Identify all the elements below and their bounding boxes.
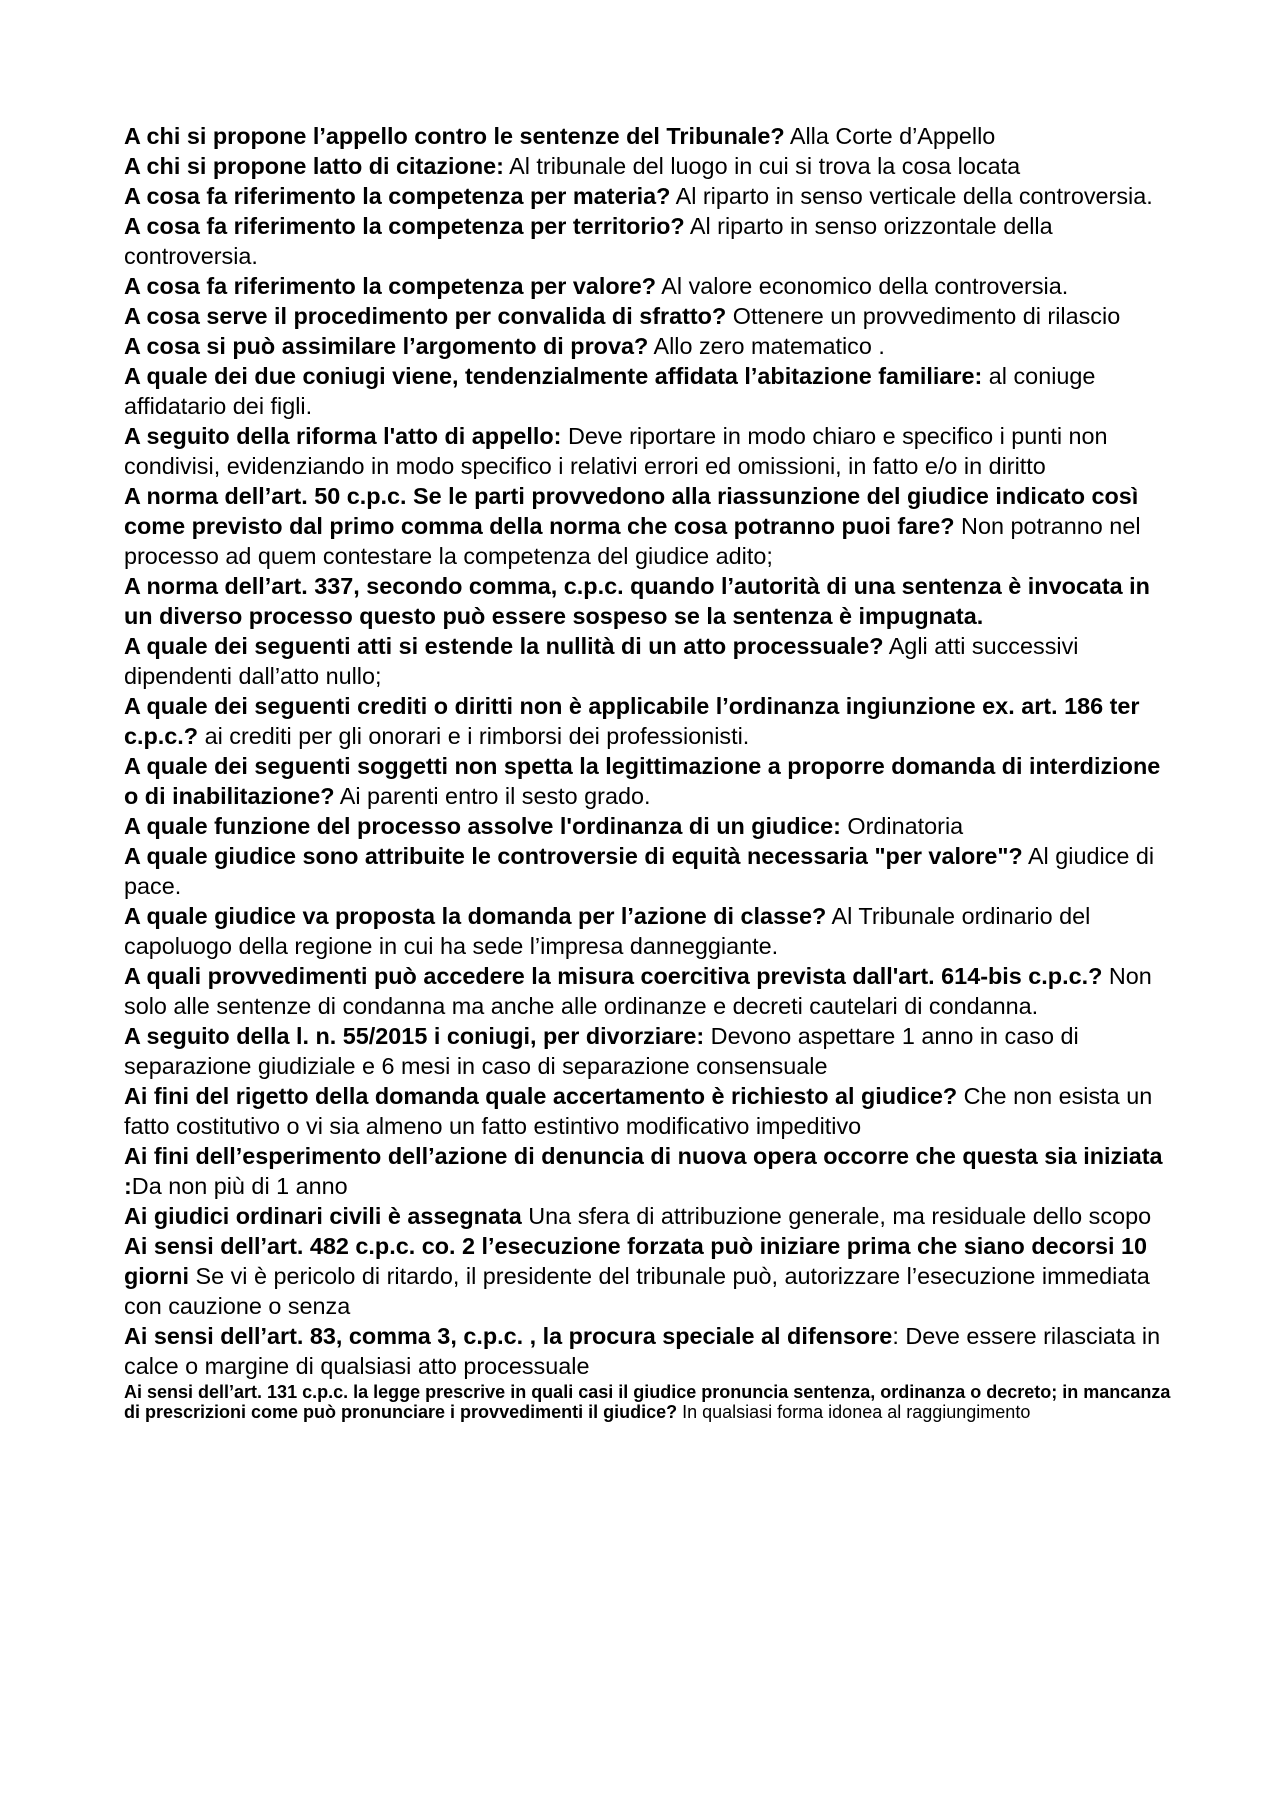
qa-entry-9 <box>124 421 1180 481</box>
answer: Non solo alle sentenze di condanna ma anche alle ordinanze e decreti cautelari di condanna. <box>124 963 1152 1019</box>
qa-entry-15 <box>124 811 1180 841</box>
question: A quali provvedimenti può accedere la misura coercitiva prevista dall'art. 614-bis c.p.c.? <box>124 963 1103 989</box>
answer: Allo zero matematico . <box>648 333 885 359</box>
answer: Ai parenti entro il sesto grado. <box>334 783 651 809</box>
qa-entry-21 <box>124 1141 1180 1201</box>
answer: : Deve essere rilasciata in calce o margine di qualsiasi atto processuale <box>124 1323 1161 1379</box>
answer: In qualsiasi forma idonea al raggiungimento <box>677 1402 1031 1422</box>
qa-entry-8 <box>124 361 1180 421</box>
answer: Se vi è pericolo di ritardo, il presidente del tribunale può, autorizzare l’esecuzione immediata con cauzione o senza <box>124 1263 1150 1319</box>
answer: Da non più di 1 anno <box>131 1173 348 1199</box>
question: Ai fini del rigetto della domanda quale accertamento è richiesto al giudice? <box>124 1083 958 1109</box>
qa-entry-13 <box>124 691 1180 751</box>
question: A cosa fa riferimento la competenza per materia? <box>124 183 671 209</box>
question: A seguito della riforma l'atto di appello: <box>124 423 562 449</box>
answer: Non potranno nel processo ad quem contestare la competenza del giudice adito; <box>124 513 1141 569</box>
question: A cosa si può assimilare l’argomento di prova? <box>124 333 649 359</box>
answer: Al giudice di pace. <box>124 843 1155 899</box>
question: Ai sensi dell’art. 131 c.p.c. la legge prescrive in quali casi il giudice pronuncia sentenza, ordinanza o decreto; in mancanza di prescrizioni come può pronunciare i provvedimenti il giudice? <box>124 1382 1171 1422</box>
answer: Al valore economico della controversia. <box>656 273 1069 299</box>
question: A cosa fa riferimento la competenza per valore? <box>124 273 657 299</box>
answer: Che non esista un fatto costitutivo o vi sia almeno un fatto estintivo modificativo impeditivo <box>124 1083 1153 1139</box>
qa-entry-16 <box>124 841 1180 901</box>
question: Ai fini dell’esperimento dell’azione di denuncia di nuova opera occorre che questa sia iniziata : <box>124 1143 1163 1199</box>
answer: Ordinatoria <box>840 813 964 839</box>
question: A quale dei seguenti crediti o diritti non è applicabile l’ordinanza ingiunzione ex. art. 186 ter c.p.c.? <box>124 693 1140 749</box>
qa-entry-12 <box>124 631 1180 691</box>
answer: Ottenere un provvedimento di rilascio <box>726 303 1121 329</box>
qa-entry-6 <box>124 301 1180 331</box>
qa-entry-4 <box>124 211 1180 271</box>
question: A chi si propone latto di citazione: <box>124 153 504 179</box>
qa-entry-1 <box>124 121 1180 151</box>
question: A quale dei seguenti atti si estende la nullità di un atto processuale? <box>124 633 884 659</box>
question: A cosa serve il procedimento per convalida di sfratto? <box>124 303 727 329</box>
qa-entry-17 <box>124 901 1180 961</box>
qa-entry-19 <box>124 1021 1180 1081</box>
answer: Devono aspettare 1 anno in caso di separazione giudiziale e 6 mesi in caso di separazione consensuale <box>124 1023 1079 1079</box>
question: A quale dei seguenti soggetti non spetta la legittimazione a proporre domanda di interdizione o di inabilitazione? <box>124 753 1161 809</box>
qa-entry-10 <box>124 481 1180 571</box>
qa-entry-22 <box>124 1201 1180 1231</box>
qa-entry-3 <box>124 181 1180 211</box>
answer: Una sfera di attribuzione generale, ma residuale dello scopo <box>521 1203 1152 1229</box>
question: A seguito della l. n. 55/2015 i coniugi, per divorziare: <box>124 1023 705 1049</box>
answer: Al riparto in senso orizzontale della controversia. <box>124 213 1053 269</box>
qa-entry-2 <box>124 151 1180 181</box>
question: Ai sensi dell’art. 482 c.p.c. co. 2 l’esecuzione forzata può iniziare prima che siano decorsi 10 giorni <box>124 1233 1148 1289</box>
question: A quale giudice va proposta la domanda per l’azione di classe? <box>124 903 827 929</box>
answer: al coniuge affidatario dei figli. <box>124 363 1096 419</box>
question: A quale funzione del processo assolve l'ordinanza di un giudice: <box>124 813 841 839</box>
answer: Al tribunale del luogo in cui si trova la cosa locata <box>503 153 1021 179</box>
qa-entry-18 <box>124 961 1180 1021</box>
qa-entry-14 <box>124 751 1180 811</box>
question: Ai giudici ordinari civili è assegnata <box>124 1203 522 1229</box>
qa-entry-5 <box>124 271 1180 301</box>
question: A cosa fa riferimento la competenza per territorio? <box>124 213 685 239</box>
qa-entry-11 <box>124 571 1180 631</box>
question: A chi si propone l’appello contro le sentenze del Tribunale? <box>124 123 785 149</box>
question: A norma dell’art. 337, secondo comma, c.p.c. quando l’autorità di una sentenza è invocata in un diverso processo questo può essere sospeso se la sentenza è impugnata. <box>124 573 1150 629</box>
answer: Alla Corte d’Appello <box>784 123 996 149</box>
qa-entry-23 <box>124 1231 1180 1321</box>
question: Ai sensi dell’art. 83, comma 3, c.p.c. , la procura speciale al difensore <box>124 1323 893 1349</box>
qa-entry-7 <box>124 331 1180 361</box>
question: A norma dell’art. 50 c.p.c. Se le parti provvedono alla riassunzione del giudice indicato così come previsto dal primo comma della norma che cosa potranno puoi fare? <box>124 483 1139 539</box>
question: A quale giudice sono attribuite le controversie di equità necessaria "per valore"? <box>124 843 1023 869</box>
qa-entry-25 <box>124 1382 1180 1422</box>
answer: Al Tribunale ordinario del capoluogo della regione in cui ha sede l’impresa danneggiante. <box>124 903 1091 959</box>
answer: Agli atti successivi dipendenti dall’atto nullo; <box>124 633 1079 689</box>
answer: ai crediti per gli onorari e i rimborsi dei professionisti. <box>198 723 750 749</box>
qa-entry-24 <box>124 1321 1180 1381</box>
answer: Deve riportare in modo chiaro e specifico i punti non condivisi, evidenziando in modo specifico i relativi errori ed omissioni, in fatto e/o in diritto <box>124 423 1108 479</box>
document-page <box>124 121 1180 1422</box>
qa-entry-20 <box>124 1081 1180 1141</box>
question: A quale dei due coniugi viene, tendenzialmente affidata l’abitazione familiare: <box>124 363 983 389</box>
answer: Al riparto in senso verticale della controversia. <box>670 183 1153 209</box>
